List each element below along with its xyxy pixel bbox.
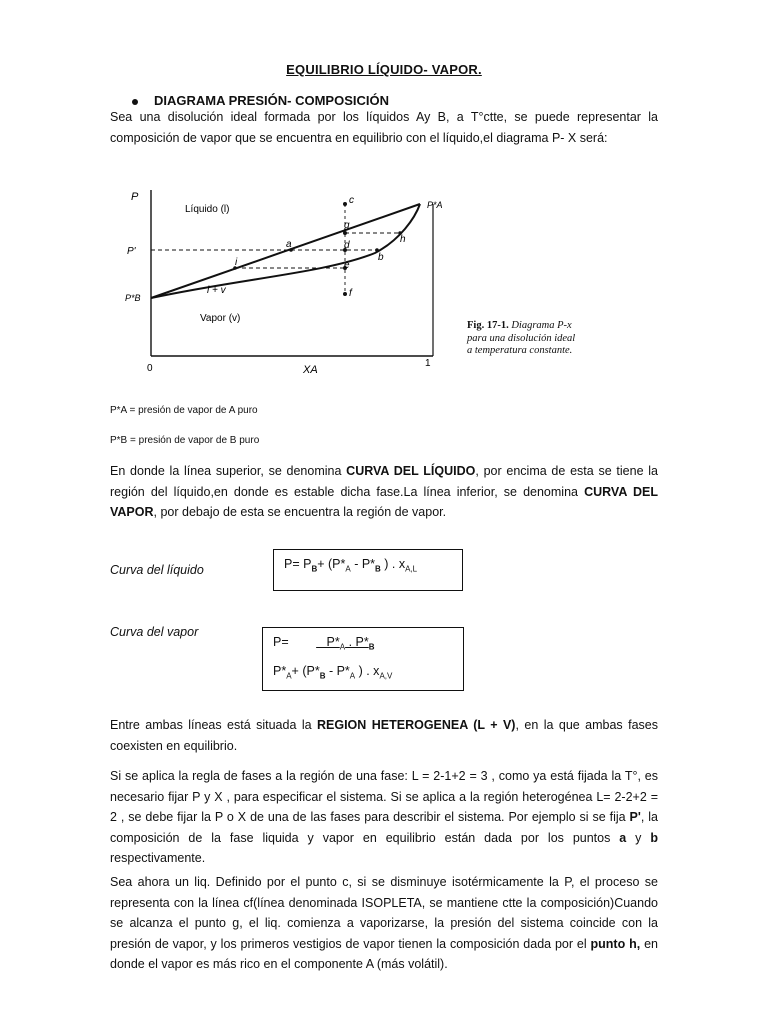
caption-fig-number: Fig. 17-1.	[467, 320, 509, 331]
text-run: Si se aplica la regla de fases a la región de una fase: L = 2-1+2 = 3 , como ya está fijada la T°, es necesario fijar P y X , para especificar el sistema. Si se aplica a la región heterogénea L= 2-2+2 = 2 , se debe fijar la P o X de una de las fases para describir el sistema. Por ejemplo si se fija	[110, 769, 658, 824]
term-point-h: punto h,	[590, 936, 641, 951]
text-run: en donde el vapor es más rico en el componente A (más volátil).	[110, 936, 658, 971]
term-region-heterogenea: REGION HETEROGENEA (L + V)	[317, 718, 516, 732]
curve-vapor-label: Curva del vapor	[110, 625, 199, 639]
definition-pb: P*B = presión de vapor de B puro	[110, 435, 260, 446]
term-point-a: a	[619, 830, 627, 845]
equation-box-liquid	[273, 549, 463, 591]
text-run: , la composición de la fase liquida y vapor en equilibrio están dada por los puntos	[110, 810, 658, 845]
equation-vapor-numerator: P= $P*_A$ . $P*_B$	[273, 635, 375, 652]
text-run: En donde la línea superior, se denomina	[110, 464, 347, 478]
point-label-i: i	[235, 257, 238, 268]
caption-text: Diagrama P-x para una disolución ideal a temperatura constante.	[467, 320, 576, 356]
region-vapor-label: Vapor (v)	[200, 313, 241, 324]
definition-pa: P*A = presión de vapor de A puro	[110, 405, 258, 416]
text-run: , por encima de esta se tiene la región del líquido,en donde es estable dicha fase.La línea inferior, se denomina	[110, 464, 658, 499]
bullet-icon	[132, 99, 138, 105]
text-run: Sea ahora un liq. Definido por el punto c, si se disminuye isotérmicamente la P, el proceso se representa con la línea cf(línea denominada ISOPLETA, se mantiene ctte la composición)Cuando se alcanza el punto g, el liq. comienza a vaporizarse, la presión del sistema coincide con la presión de vapor, y los primeros vestigios de vapor tienen la composición dada por el	[110, 875, 658, 951]
region-liquid-label: Líquido (l)	[185, 204, 230, 215]
pa-label: P*A	[427, 200, 443, 210]
text-run: , en la que ambas fases coexisten en equilibrio.	[110, 718, 658, 753]
paragraph-heterogeneous	[110, 715, 658, 756]
paragraph-isopleth	[110, 872, 658, 975]
term-curva-vapor: CURVA DEL VAPOR	[110, 484, 658, 519]
section-heading	[132, 93, 389, 108]
point-label-e: e	[344, 260, 350, 271]
section-heading-text: DIAGRAMA PRESIÓN- COMPOSICIÓN	[154, 93, 389, 108]
curve-liquid-label: Curva del líquido	[110, 563, 204, 577]
point-g	[343, 231, 347, 235]
equation-liquid: $P= P_B+ (P*_A - P*_B$ ) . $x_{A,L}$	[284, 557, 418, 574]
paragraph-phase-rule	[110, 766, 658, 869]
equation-vapor-denominator: $P*_A+ (P*_B - P*_A$ ) . $x_{A,V}$	[273, 664, 393, 681]
point-label-g: g	[344, 220, 350, 231]
term-p-prime: P'	[629, 810, 641, 824]
point-label-a: a	[286, 239, 292, 250]
pb-label: P*B	[125, 293, 141, 303]
term-point-b: b	[650, 830, 658, 845]
point-f	[343, 292, 347, 296]
point-label-f: f	[349, 288, 352, 299]
text-run: respectivamente.	[110, 851, 206, 865]
paragraph-curves	[110, 461, 658, 523]
p-prime-label: P'	[127, 246, 136, 257]
text-run: , por debajo de esta se encuentra la región de vapor.	[153, 505, 447, 519]
text-run: y	[626, 830, 651, 845]
y-axis-label: P	[131, 191, 139, 203]
point-label-b: b	[378, 252, 384, 263]
figure-caption	[467, 320, 577, 358]
page-title: EQUILIBRIO LÍQUIDO- VAPOR.	[286, 62, 482, 77]
intro-paragraph: Sea una disolución ideal formada por los líquidos Ay B, a T°ctte, se puede representar la composición de vapor que se encuentra en equilibrio con el líquido,el diagrama P- X será:	[110, 110, 658, 145]
text-run: Entre ambas líneas está situada la	[110, 718, 317, 732]
x-axis-label: XA	[303, 364, 318, 376]
x-end-label: 1	[425, 358, 431, 369]
point-label-h: h	[400, 234, 406, 245]
point-label-c: c	[349, 195, 354, 206]
term-curva-liquido: CURVA DEL LÍQUIDO	[346, 464, 476, 478]
equation-box-vapor	[262, 627, 464, 691]
point-c	[343, 202, 347, 206]
point-label-d: d	[344, 240, 350, 251]
region-mixed-label: l + v	[207, 285, 226, 296]
origin-label: 0	[147, 363, 153, 374]
